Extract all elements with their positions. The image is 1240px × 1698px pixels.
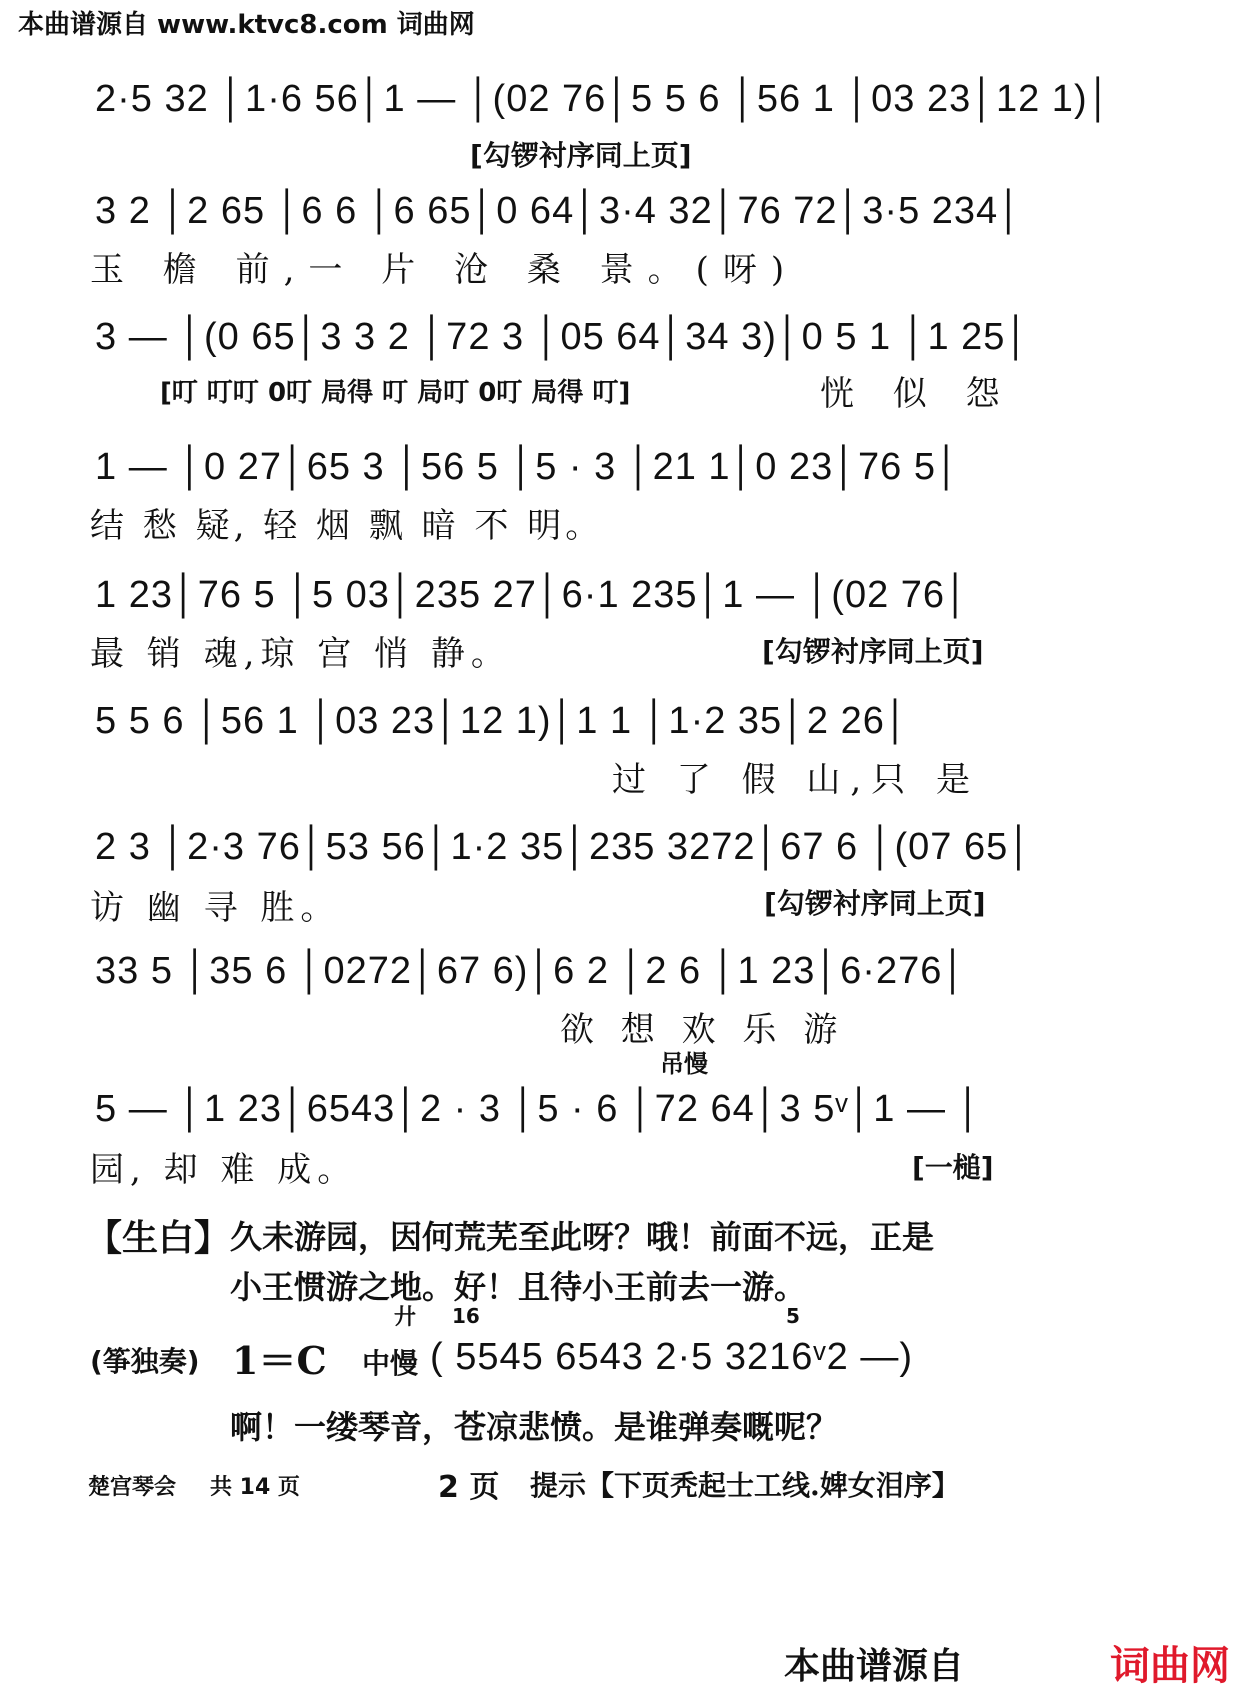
tempo-label: 中慢 bbox=[362, 1347, 419, 1380]
top-watermark: 本曲谱源自 www.ktvc8.com 词曲网 bbox=[18, 10, 475, 40]
lyric-line-4: 结 愁 疑, 轻 烟 飘 暗 不 明。 bbox=[90, 506, 604, 546]
bottom-watermark: 本曲谱源自 bbox=[784, 1646, 965, 1687]
spoken-label: 【生白】 bbox=[86, 1218, 231, 1259]
solo-label: (筝独奏) bbox=[90, 1345, 200, 1378]
lyric-line-3: 恍 似 怨 bbox=[820, 374, 1014, 414]
grace-note-1: 16 bbox=[452, 1304, 480, 1328]
lyric-line-7: 访 幽 寻 胜。 bbox=[90, 888, 341, 928]
footer-total-pages: 共 14 页 bbox=[210, 1475, 300, 1500]
footer-page-number: 2 页 bbox=[438, 1470, 500, 1505]
lyric-line-9: 园, 却 难 成。 bbox=[90, 1150, 358, 1190]
lyric-line-2: 玉 檐 前,一 片 沧 桑 景。(呀) bbox=[90, 250, 799, 290]
score-annotation-9: [一槌] bbox=[912, 1151, 994, 1184]
lyric-line-6: 过 了 假 山,只 是 bbox=[612, 760, 981, 800]
bottom-watermark-logo: 词曲网 bbox=[1110, 1643, 1230, 1689]
score-line-6: 5 5 6 │56 1 │03 23│12 1)│1 1 │1·2 35│2 26│ bbox=[95, 700, 910, 742]
solo-notes: ( 5545 6543 2·5 3216ᵛ2 —) bbox=[430, 1336, 913, 1378]
exclamation-line: 啊！一缕琴音，苍凉悲愤。是谁弹奏嘅呢？ bbox=[230, 1408, 839, 1446]
score-annotation-5: [勾锣衬序同上页] bbox=[762, 635, 984, 668]
score-line-9: 5 — │1 23│6543│2 · 3 │5 · 6 │72 64│3 5ᵛ│1 — │ bbox=[95, 1088, 983, 1130]
lyric-line-8: 欲 想 欢 乐 游 bbox=[560, 1010, 846, 1050]
score-line-2: 3 2 │2 65 │6 6 │6 65│0 64│3·4 32│76 72│3·5 234│ bbox=[95, 190, 1023, 232]
score-line-8: 33 5 │35 6 │0272│67 6)│6 2 │2 6 │1 23│6·276│ bbox=[95, 950, 968, 992]
tempo-annotation-8: 吊慢 bbox=[660, 1050, 708, 1078]
score-line-1: 2·5 32 │1·6 56│1 — │(02 76│5 5 6 │56 1 │03 23│12 1)│ bbox=[95, 78, 1113, 120]
score-line-5: 1 23│76 5 │5 03│235 27│6·1 235│1 — │(02 76│ bbox=[95, 574, 970, 616]
score-annotation-1: [勾锣衬序同上页] bbox=[470, 139, 692, 172]
spoken-line-2: 小王惯游之地。好！且待小王前去一游。 bbox=[230, 1268, 807, 1306]
footer-hint: 提示【下页秃起士工线.婢女泪序】 bbox=[530, 1469, 960, 1502]
tempo-mark: 廾 bbox=[394, 1305, 417, 1330]
score-line-4: 1 — │0 27│65 3 │56 5 │5 · 3 │21 1│0 23│76 5│ bbox=[95, 446, 961, 488]
spoken-line-1: 久未游园，因何荒芜至此呀？哦！前面不远，正是 bbox=[230, 1218, 935, 1256]
footer-title: 楚宫琴会 bbox=[88, 1475, 177, 1500]
score-line-3: 3 — │(0 65│3 3 2 │72 3 │05 64│34 3)│0 5 1 │1 25│ bbox=[95, 316, 1031, 358]
grace-note-2: 5 bbox=[786, 1304, 800, 1328]
lyric-line-5: 最 销 魂,琼 宫 悄 静。 bbox=[90, 634, 511, 674]
key-signature: 1＝C bbox=[232, 1338, 327, 1383]
score-annotation-7: [勾锣衬序同上页] bbox=[764, 887, 986, 920]
score-line-7: 2 3 │2·3 76│53 56│1·2 35│235 3272│67 6 │(07 65│ bbox=[95, 826, 1033, 868]
score-annotation-3: [叮 叮叮 0叮 局得 叮 局叮 0叮 局得 叮] bbox=[160, 378, 631, 408]
